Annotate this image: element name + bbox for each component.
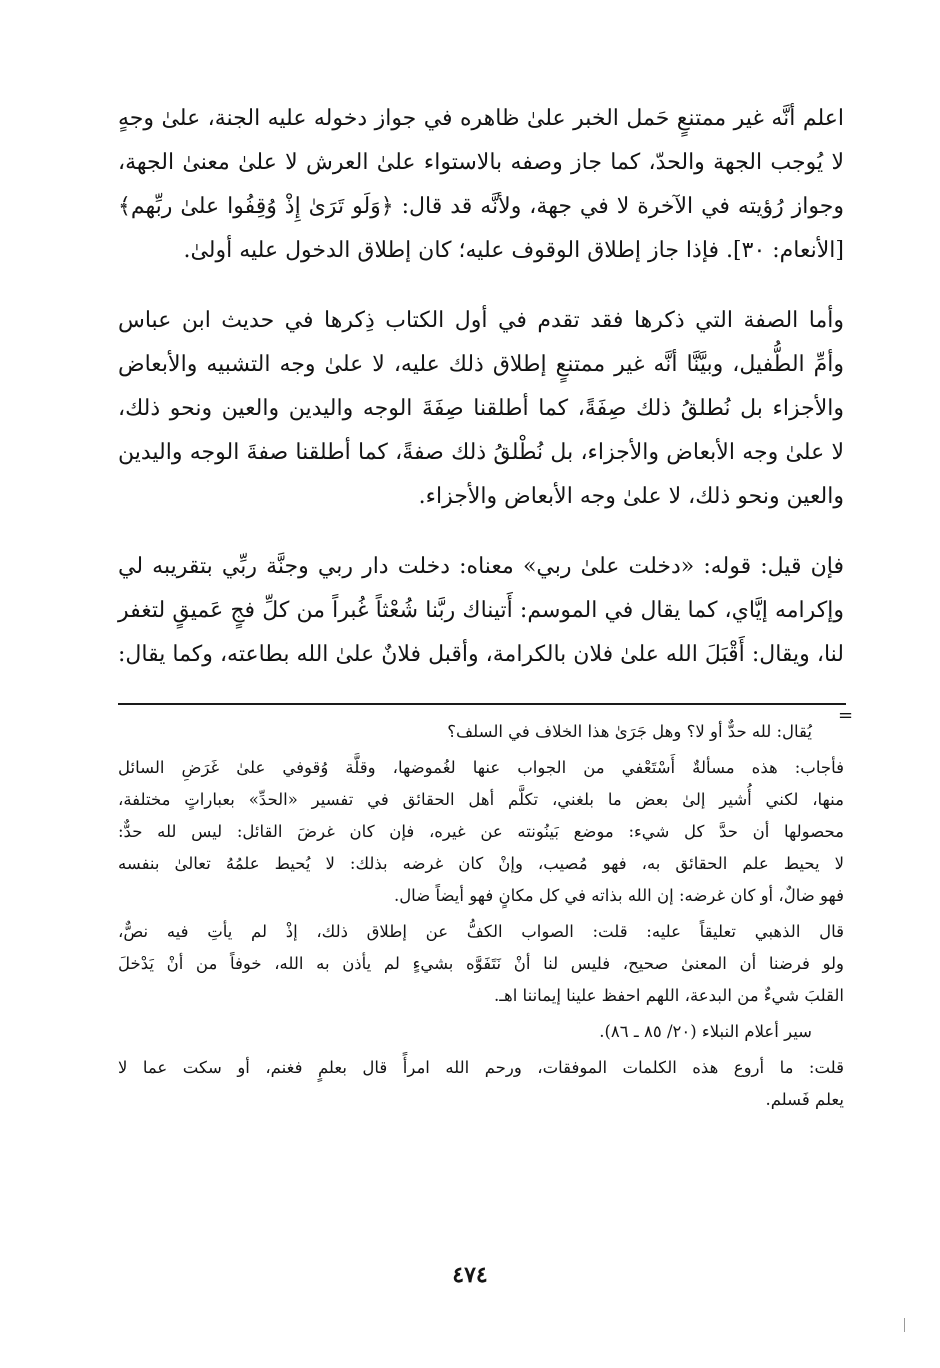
- text-line: وأمِّ الطُّفيل، وبيَّنَّا أنَّه غير ممتنعٍ إطلاق ذلك عليه، لا علىٰ وجه التشبيه والأبعاض: [118, 352, 844, 377]
- footnote-line: فأجاب: هذه مسألةٌ أَسْتَعْفي من الجواب عنها لغُموضها، وقلَّة وُقوفي علىٰ غَرَضِ السائل: [118, 758, 844, 777]
- footnote-line: قال الذهبي تعليقاً عليه: قلت: الصواب الكفُّ عن إطلاق ذلك، إذْ لم يأتِ فيه نصٌّ،: [118, 922, 844, 941]
- footnote-line: القلبَ شيءٌ من البدعة، اللهم احفظ علينا إيماننا اهـ.: [493, 986, 844, 1005]
- footnote-line: قلت: ما أروع هذه الكلمات الموفقات، ورحم الله امرأً قال بعلمٍ فغنم، أو سكت عما لا: [118, 1058, 844, 1077]
- footnote-paragraph: [118, 1052, 844, 1116]
- footnote-continuation-marker: =: [838, 705, 854, 726]
- footnote-line: يُقال: لله حدٌّ أو لا؟ وهل جَرَىٰ هذا الخلاف في السلف؟: [447, 722, 812, 741]
- scan-edge-mark: [904, 1318, 905, 1332]
- footnote-line: منها، لكني أُشير إلىٰ بعض ما بلغني، تكلَّم أهل الحقائق في تفسير «الحدِّ» بعباراتٍ مختلفة،: [118, 790, 844, 809]
- footnote-paragraph: [118, 716, 844, 748]
- footnote-divider: [118, 703, 846, 705]
- text-line: لا علىٰ وجه الأبعاض والأجزاء، بل نُطْلقُ ذلك صفةً، كما أطلقنا صفةَ الوجه واليدين: [118, 440, 844, 465]
- footnotes: [118, 716, 844, 1120]
- text-line: اعلم أنَّه غير ممتنعٍ حَمل الخبر علىٰ ظاهره في جواز دخوله عليه الجنة، علىٰ وجهٍ: [118, 106, 844, 131]
- footnote-line: ولو فرضنا أن المعنىٰ صحيح، فليس لنا أنْ نَتَفَوَّه بشيءٍ لم يأذن به الله، خوفاً من أنْ يَدْخلَ: [118, 954, 844, 973]
- page-number: ٤٧٤: [452, 1262, 488, 1288]
- paragraph-2: [118, 299, 844, 519]
- footnote-paragraph: [118, 1016, 844, 1048]
- text-line: وجواز رُؤيته في الآخرة لا في جهة، ولأنَّه قد قال: ﴿وَلَو تَرَىٰ إِذْ وُقِفُوا علىٰ ربِّهم﴾: [118, 194, 844, 219]
- paragraph-1: [118, 97, 844, 273]
- footnote-line: فهو ضالٌ، أو كان غرضه: إن الله بذاته في كل مكانٍ فهو أيضاً ضال.: [393, 886, 844, 905]
- text-line: لا يُوجب الجهة والحدّ، كما جاز وصفه بالاستواء علىٰ العرش لا علىٰ معنىٰ الجهة،: [118, 150, 844, 175]
- footnote-line: محصولها أن حدَّ كل شيء: موضع بَينُونته عن غيره، فإن كان غرضَ القائل: ليس لله حدٌّ:: [118, 822, 844, 841]
- text-line: وإكرامه إيَّاي، كما يقال في الموسم: أَتيناك ربَّنا شُعْثاً غُبراً من كلِّ فجٍ عَميقٍ لتغفر: [118, 598, 844, 623]
- text-line: وأما الصفة التي ذكرها فقد تقدم في أول الكتاب ذِكرها في حديث ابن عباس: [118, 308, 844, 333]
- footnote-line: لا يحيط علم الحقائق به، فهو مُصيب، وإنْ كان غرضه بذلك: لا يُحيط علمُهُ تعالىٰ بنفسه: [118, 854, 844, 873]
- text-line: لنا، ويقال: أَقْبَلَ الله علىٰ فلان بالكرامة، وأقبل فلانٌ علىٰ الله بطاعته، وكما يقال:: [118, 642, 844, 667]
- footnote-line: سير أعلام النبلاء (٢٠/ ٨٥ ـ ٨٦).: [599, 1022, 812, 1041]
- text-line: والعين ونحو ذلك، لا علىٰ وجه الأبعاض والأجزاء.: [418, 484, 844, 509]
- footnote-paragraph: [118, 916, 844, 1012]
- paragraph-3: [118, 545, 844, 677]
- text-line: فإن قيل: قوله: «دخلت علىٰ ربي» معناه: دخلت دار ربي وجنَّة ربِّي بتقريبه لي: [118, 554, 844, 579]
- text-line: والأجزاء بل نُطلقُ ذلك صِفَةً، كما أطلقنا صِفَةَ الوجه واليدين والعين ونحو ذلك،: [118, 396, 844, 421]
- footnote-paragraph: [118, 752, 844, 912]
- main-text: [118, 97, 844, 703]
- text-line: [الأنعام: ٣٠]. فإذا جاز إطلاق الوقوف عليه؛ كان إطلاق الدخول عليه أولىٰ.: [183, 238, 844, 263]
- footnote-line: يعلم فَسلم.: [765, 1090, 844, 1109]
